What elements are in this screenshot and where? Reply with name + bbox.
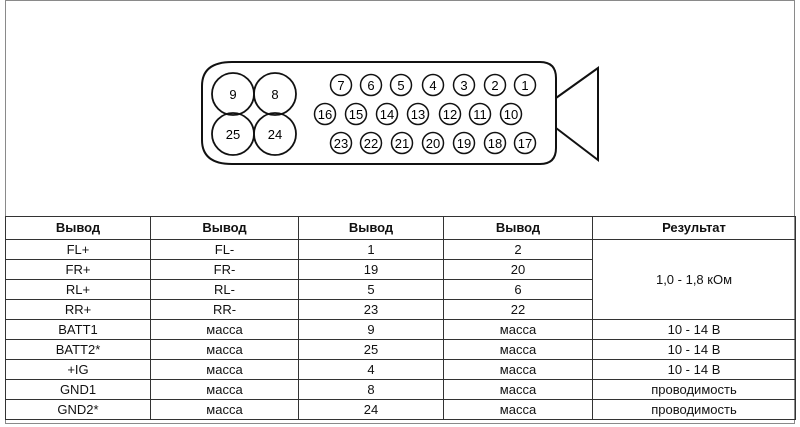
large-pin-8 [254,73,296,115]
small-pin [377,104,398,125]
table-cell: BATT2* [6,340,151,360]
table-cell: 1 [299,240,444,260]
pin-label: 14 [379,107,395,122]
pin-label: 15 [348,107,364,122]
table-row [6,320,796,340]
merged-result-cell: 1,0 - 1,8 кОм [593,240,796,320]
large-pin-9 [212,73,254,115]
table-cell: 10 - 14 В [593,320,796,340]
small-pin [454,133,475,154]
table-cell: масса [151,320,299,340]
small-pin [423,75,444,96]
pin-label: 7 [337,78,345,93]
pin-label: 8 [271,87,279,102]
small-pin [515,75,536,96]
small-pin [501,104,522,125]
small-pin [454,75,475,96]
table-cell: масса [151,360,299,380]
pin-label: 9 [229,87,237,102]
table-cell: +IG [6,360,151,380]
table-cell: 20 [444,260,593,280]
small-pin [331,133,352,154]
header-cell: Вывод [6,217,151,240]
table-cell: RL+ [6,280,151,300]
table-cell: RR+ [6,300,151,320]
table-row [6,380,796,400]
header-cell: Вывод [444,217,593,240]
table-cell: RR- [151,300,299,320]
small-pin [361,75,382,96]
table-cell: 19 [299,260,444,280]
pinout-table [5,216,796,420]
table-cell: 25 [299,340,444,360]
table-cell: масса [151,380,299,400]
pin-label: 10 [503,107,519,122]
small-pin [331,75,352,96]
table-cell: 24 [299,400,444,420]
large-pin-25 [212,113,254,155]
pin-label: 17 [517,136,533,151]
pin-label: 13 [410,107,426,122]
header-cell: Результат [593,217,796,240]
table-cell: проводимость [593,380,796,400]
pin-label: 22 [363,136,379,151]
header-cell: Вывод [151,217,299,240]
large-pin-24 [254,113,296,155]
small-pin [423,133,444,154]
pin-label: 11 [473,107,487,122]
pin-label: 12 [442,107,458,122]
connector-latch [556,68,598,160]
pin-label: 4 [429,78,437,93]
pin-label: 3 [460,78,468,93]
table-cell: 2 [444,240,593,260]
small-pin [315,104,336,125]
small-pin [391,75,412,96]
table-cell: 8 [299,380,444,400]
table-cell: масса [444,400,593,420]
table-cell: масса [444,360,593,380]
table-cell: GND1 [6,380,151,400]
table-cell: BATT1 [6,320,151,340]
table-cell: GND2* [6,400,151,420]
pin-label: 16 [317,107,333,122]
table-row [6,340,796,360]
pin-label: 19 [456,136,472,151]
table-cell: проводимость [593,400,796,420]
table-header-row [6,217,796,240]
pin-label: 23 [333,136,349,151]
small-pin [440,104,461,125]
small-pin [408,104,429,125]
pin-label: 5 [397,78,405,93]
table-cell: 4 [299,360,444,380]
table-row [6,400,796,420]
table-cell: 10 - 14 В [593,360,796,380]
table-cell: 23 [299,300,444,320]
pin-label: 18 [487,136,503,151]
small-pin [485,75,506,96]
table-cell: FR+ [6,260,151,280]
table-cell: RL- [151,280,299,300]
table-cell: 10 - 14 В [593,340,796,360]
header-cell: Вывод [299,217,444,240]
table-cell: 5 [299,280,444,300]
table-cell: масса [151,400,299,420]
table-row [6,360,796,380]
pin-label: 24 [267,127,283,142]
pin-label: 20 [425,136,441,151]
small-pin [361,133,382,154]
small-pin [515,133,536,154]
pin-label: 25 [225,127,241,142]
table-cell: FL- [151,240,299,260]
small-pin [470,104,491,125]
small-pin [485,133,506,154]
table-row [6,240,796,260]
pin-label: 21 [394,136,410,151]
table-cell: масса [151,340,299,360]
pin-label: 6 [367,78,375,93]
pin-label: 1 [521,78,529,93]
small-pin [392,133,413,154]
table-cell: 9 [299,320,444,340]
table-cell: 22 [444,300,593,320]
table-cell: FL+ [6,240,151,260]
small-pin [346,104,367,125]
table-cell: масса [444,380,593,400]
pin-label: 2 [491,78,499,93]
table-cell: масса [444,320,593,340]
table-cell: масса [444,340,593,360]
table-cell: 6 [444,280,593,300]
table-cell: FR- [151,260,299,280]
